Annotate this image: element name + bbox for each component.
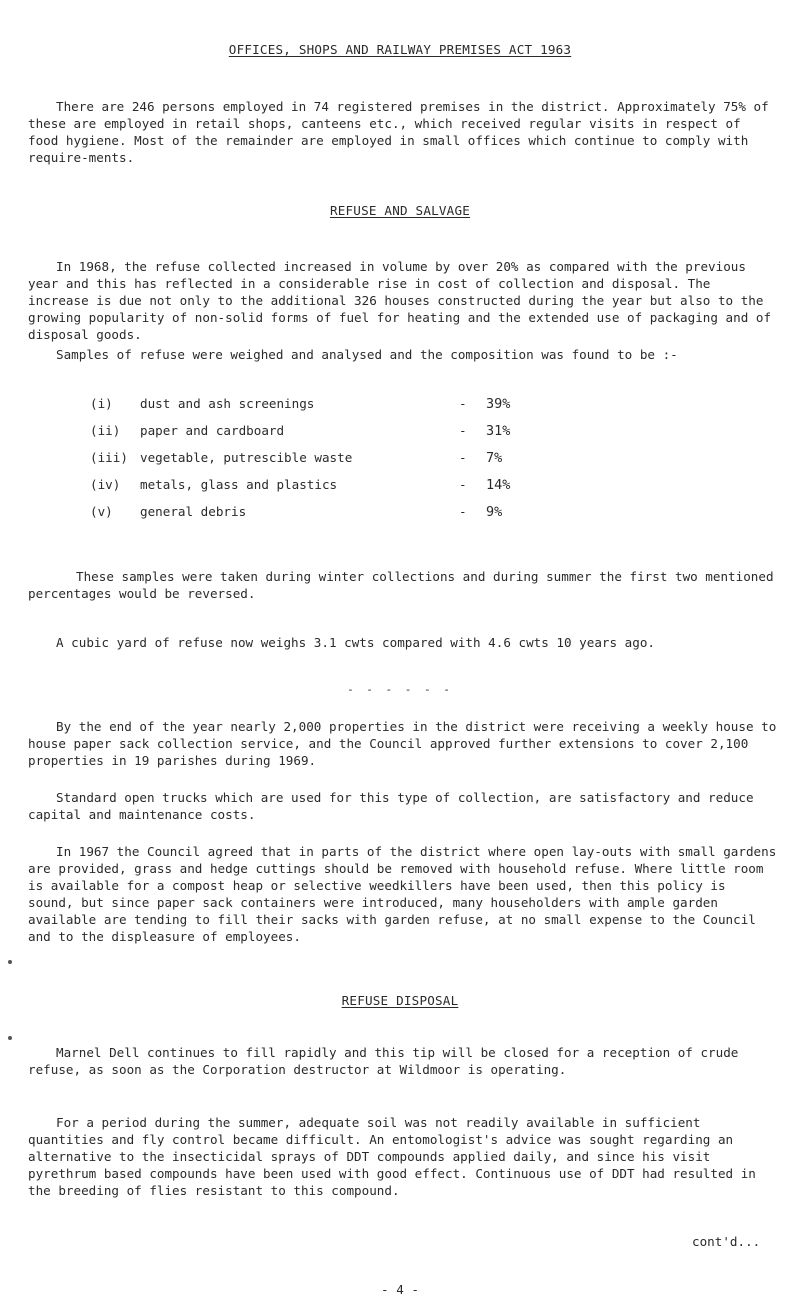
composition-number: (v) [90, 504, 113, 519]
composition-number: (i) [90, 396, 113, 411]
composition-row [90, 450, 570, 477]
composition-dash: - [459, 423, 467, 438]
composition-description: paper and cardboard [140, 423, 285, 438]
paragraph-cubic-yard: A cubic yard of refuse now weighs 3.1 cwts compared with 4.6 cwts 10 years ago. [56, 635, 655, 650]
paragraph-offices: There are 246 persons employed in 74 registered premises in the district. Approximately 75% of these are employed in retail shops, canteens etc., which received regular visits in respect of food hygiene. Most of the remainder are employed in small offices which continue to comply with require-ments. [28, 99, 777, 165]
composition-row [90, 396, 570, 423]
paragraph-garden-refuse: In 1967 the Council agreed that in parts of the district where open lay-outs with small gardens are provided, grass and hedge cuttings should be removed with household refuse. Where little room is available for a compost heap or selective weedkillers have been used, then this policy is sound, but since paper sack containers were introduced, many householders with ample garden available are tending to fill their sacks with garden refuse, at no small expense to the Council and to the displeasure of employees. [28, 844, 784, 944]
paragraph-fly-control: For a period during the summer, adequate soil was not readily available in sufficient quantities and fly control became difficult. An entomologist's advice was sought regarding an alternative to the insecticidal sprays of DDT compounds applied daily, and since his visit pyrethrum based compounds have been used with good effect. Continuous use of DDT had resulted in the breeding of flies resistant to this compound. [28, 1115, 764, 1198]
composition-description: vegetable, putrescible waste [140, 450, 353, 465]
paragraph-samples-intro: Samples of refuse were weighed and analysed and the composition was found to be :- [56, 347, 678, 362]
composition-description: metals, glass and plastics [140, 477, 338, 492]
paragraph-paper-sack: By the end of the year nearly 2,000 properties in the district were receiving a weekly house to house paper sack collection service, and the Council approved further extensions to cover 2,100 properties in 19 parishes during 1969. [28, 719, 784, 768]
composition-row [90, 423, 570, 450]
heading-refuse-disposal: REFUSE DISPOSAL [341, 993, 459, 1008]
continued-note: cont'd... [692, 1234, 761, 1249]
separator-dashes: - - - - - - [347, 683, 453, 696]
paragraph-refuse-volume: In 1968, the refuse collected increased in volume by over 20% as compared with the previous year and this has reflected in a considerable rise in cost of collection and disposal. The increase is due not only to the additional 326 houses constructed during the year but also to the growing popularity of non-solid forms of fuel for heating and the extended use of packaging and of disposal goods. [28, 259, 779, 342]
composition-number: (iv) [90, 477, 121, 492]
margin-mark [8, 1036, 12, 1040]
composition-dash: - [459, 450, 467, 465]
composition-percentage: 14% [486, 477, 511, 493]
composition-dash: - [459, 396, 467, 411]
composition-percentage: 31% [486, 423, 511, 439]
composition-row [90, 504, 570, 531]
heading-offices-shops-railway: OFFICES, SHOPS AND RAILWAY PREMISES ACT 1963 [228, 42, 572, 57]
composition-dash: - [459, 504, 467, 519]
paragraph-trucks: Standard open trucks which are used for this type of collection, are satisfactory and reduce capital and maintenance costs. [28, 790, 762, 822]
margin-mark [8, 960, 12, 964]
paragraph-marnel-dell: Marnel Dell continues to fill rapidly and this tip will be closed for a reception of crude refuse, as soon as the Corporation destructor at Wildmoor is operating. [28, 1045, 746, 1077]
composition-percentage: 39% [486, 396, 511, 412]
composition-dash: - [459, 477, 467, 492]
composition-percentage: 7% [486, 450, 503, 466]
composition-description: dust and ash screenings [140, 396, 315, 411]
page-number: - 4 - [381, 1282, 419, 1297]
composition-number: (iii) [90, 450, 128, 465]
composition-percentage: 9% [486, 504, 503, 520]
heading-refuse-salvage: REFUSE AND SALVAGE [329, 203, 471, 218]
refuse-composition-list [90, 396, 570, 531]
composition-description: general debris [140, 504, 247, 519]
composition-row [90, 477, 570, 504]
paragraph-samples-note: These samples were taken during winter collections and during summer the first two mentioned percentages would be reversed. [28, 569, 782, 601]
composition-number: (ii) [90, 423, 121, 438]
